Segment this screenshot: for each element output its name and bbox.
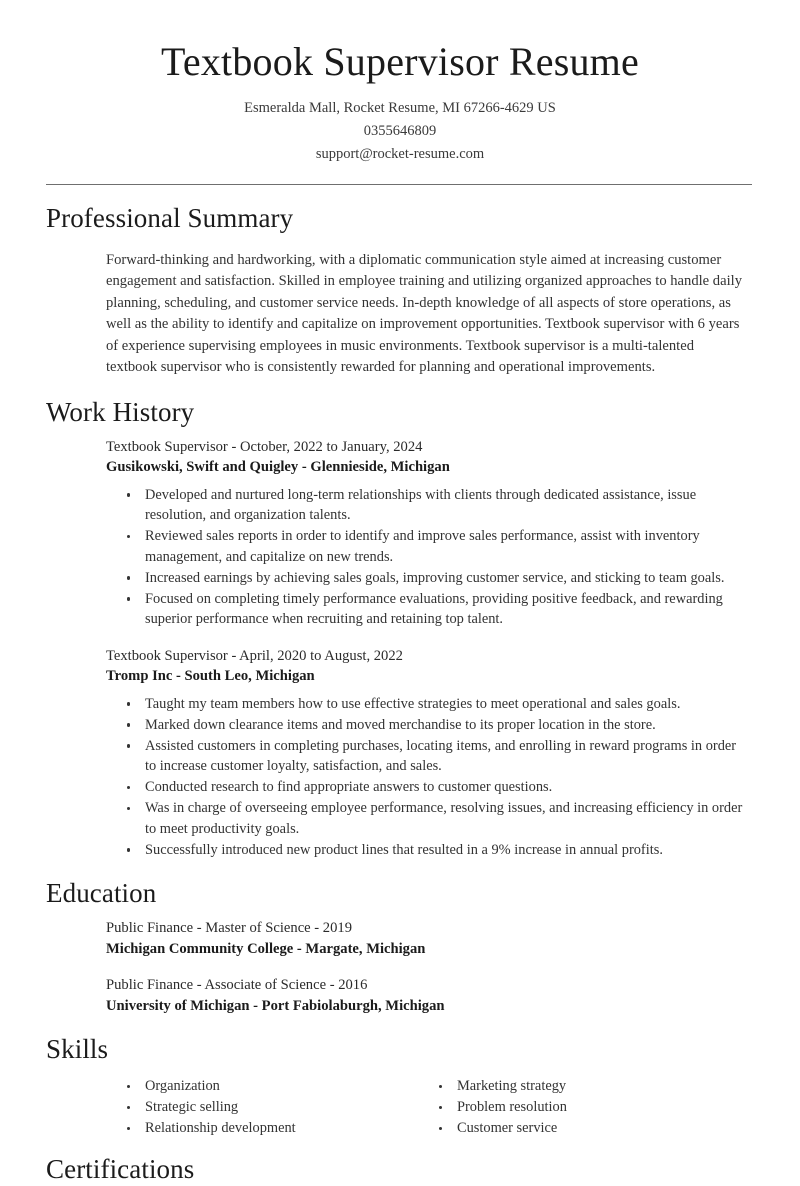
job-title-dates: Textbook Supervisor - October, 2022 to January, 2024 [106,438,423,455]
education-entry [106,918,754,959]
section-heading-education: Education [46,878,157,909]
skill-item: Problem resolution [438,1097,748,1118]
contact-phone: 0355646809 [363,123,437,140]
job-bullet: Assisted customers in completing purchases, locating items, and enrolling in reward programs in order to increase customer loyalty, satisfaction, and sales. [126,736,748,777]
skill-item: Organization [126,1076,394,1097]
education-degree: Public Finance - Associate of Science - 2016 [106,977,368,994]
job-bullet: Conducted research to find appropriate answers to customer questions. [126,777,748,798]
section-education [46,877,754,1016]
header-divider [46,184,752,185]
section-heading-professional-summary: Professional Summary [46,203,294,234]
job-title-dates: Textbook Supervisor - April, 2020 to August, 2022 [106,647,403,664]
skills-list-right [400,1076,754,1139]
job-bullet: Reviewed sales reports in order to identify and improve sales performance, assist with inventory management, and capitalize on new trends. [126,526,748,567]
education-school: Michigan Community College - Margate, Michigan [106,940,426,957]
skills-column-right [400,1074,754,1139]
section-body-education [46,918,754,1016]
job-company-location: Tromp Inc - South Leo, Michigan [106,668,315,685]
section-body-professional-summary [46,250,754,379]
contact-email: support@rocket-resume.com [315,146,485,163]
skill-item: Customer service [438,1118,748,1139]
education-degree: Public Finance - Master of Science - 2019 [106,920,352,937]
job-bullet-list [106,485,754,630]
section-heading-work-history: Work History [46,396,195,427]
contact-block [46,97,754,166]
section-body-work-history [46,437,754,861]
skill-item: Marketing strategy [438,1076,748,1097]
section-heading-certifications: Certifications [46,1154,195,1185]
section-body-skills [46,1074,754,1139]
job-bullet: Marked down clearance items and moved merchandise to its proper location in the store. [126,715,748,736]
work-entry [106,646,754,861]
professional-summary-text: Forward-thinking and hardworking, with a diplomatic communication style aimed at increasing customer engagement and satisfaction. Skilled in employee training and utilizing organized approaches to handle daily planning, scheduling, and customer service needs. In-depth knowledge of all aspects of store operations, as well as the ability to identify and capitalize on improvement opportunities. Textbook supervisor with 6 years of experience supervising employees in music environments. Textbook supervisor is a multi-talented textbook supervisor who is consistently rewarded for planning and operational improvements. [106,251,742,376]
skills-list-left [46,1076,400,1139]
work-entry [106,437,754,630]
education-entry [106,975,754,1016]
contact-address: Esmeralda Mall, Rocket Resume, MI 67266-4629 US [244,100,556,117]
skills-column-left [46,1074,400,1139]
job-bullet-list [106,694,754,861]
section-certifications [46,1153,754,1186]
job-bullet: Successfully introduced new product lines that resulted in a 9% increase in annual profits. [126,840,748,861]
skill-item: Strategic selling [126,1097,394,1118]
job-bullet: Focused on completing timely performance evaluations, providing positive feedback, and rewarding superior performance when recruiting and retaining top talent. [126,589,748,630]
section-skills [46,1033,754,1139]
page-title: Textbook Supervisor Resume [161,39,639,84]
section-heading-skills: Skills [46,1034,109,1065]
job-bullet: Increased earnings by achieving sales goals, improving customer service, and sticking to team goals. [126,568,748,589]
job-bullet: Taught my team members how to use effective strategies to meet operational and sales goals. [126,694,748,715]
job-bullet: Was in charge of overseeing employee performance, resolving issues, and increasing efficiency in order to meet productivity goals. [126,798,748,839]
section-professional-summary [46,202,754,379]
job-company-location: Gusikowski, Swift and Quigley - Glennieside, Michigan [106,459,450,476]
job-bullet: Developed and nurtured long-term relationships with clients through dedicated assistance, issue resolution, and organization talents. [126,485,748,526]
education-school: University of Michigan - Port Fabiolaburgh, Michigan [106,997,445,1014]
skill-item: Relationship development [126,1118,394,1139]
skills-columns [46,1074,754,1139]
section-work-history [46,396,754,860]
